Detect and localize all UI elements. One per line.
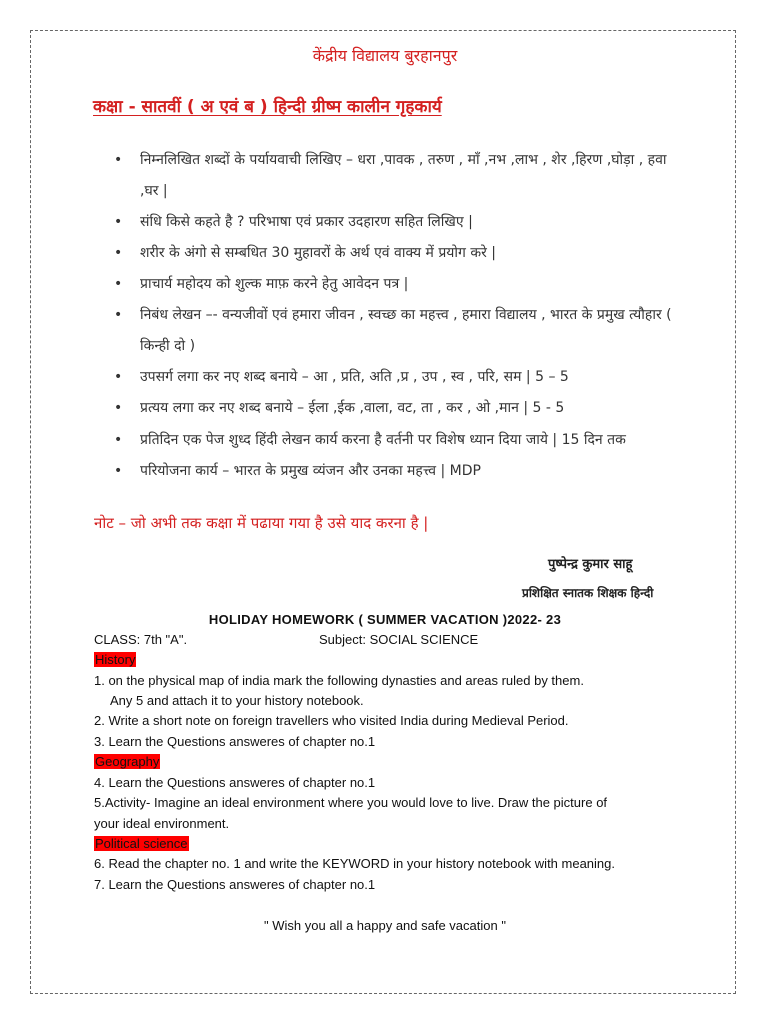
bullet-icon: •	[114, 214, 123, 230]
school-name: केंद्रीय विद्यालय बुरहानपुर	[312, 46, 458, 65]
hindi-homework-heading: कक्षा - सातवीं ( अ एवं ब ) हिन्दी ग्रीष्म कालीन गृहकार्य	[93, 97, 442, 117]
bullet-icon: •	[114, 432, 123, 448]
class-label: CLASS: 7th "A".	[94, 632, 188, 647]
task-4: 4. Learn the Questions answeres of chapter no.1	[94, 775, 376, 790]
section-history: History	[95, 652, 136, 667]
hindi-task-list	[114, 145, 684, 487]
hindi-task-item: • प्रत्यय लगा कर नए शब्द बनाये – ईला ,ईक ,वाला, वट, ता , कर , ओ ,मान | 5 - 5	[114, 393, 684, 424]
closing-message: " Wish you all a happy and safe vacation "	[264, 918, 506, 933]
subject-label: Subject: SOCIAL SCIENCE	[319, 632, 479, 647]
teacher-designation: प्रशिक्षित स्नातक शिक्षक हिन्दी	[522, 586, 654, 600]
hindi-task-item: • उपसर्ग लगा कर नए शब्द बनाये – आ , प्रति, अति ,प्र , उप , स्व , परि, सम | 5 – 5	[114, 362, 684, 393]
bullet-icon: •	[114, 152, 123, 168]
hindi-task-item: • प्राचार्य महोदय को शुल्क माफ़ करने हेतु आवेदन पत्र |	[114, 269, 684, 300]
teacher-name: पुष्पेन्द्र कुमार साहू	[548, 557, 633, 572]
hindi-task-item: • प्रतिदिन एक पेज शुध्द हिंदी लेखन कार्य करना है वर्तनी पर विशेष ध्यान दिया जाये | 15 दिन तक	[114, 424, 684, 456]
hindi-task-item: • निम्नलिखित शब्दों के पर्यायवाची लिखिए – धरा ,पावक , तरुण , माँ ,नभ ,लाभ , शेर ,हिरण ,घोड़ा , हवा ,घर |	[114, 145, 684, 207]
bullet-icon: •	[114, 463, 123, 479]
bullet-icon: •	[114, 245, 123, 261]
task-5-continued: your ideal environment.	[94, 816, 230, 831]
task-2: 2. Write a short note on foreign travellers who visited India during Medieval Period.	[94, 713, 569, 728]
task-1: 1. on the physical map of india mark the following dynasties and areas ruled by them.	[94, 673, 584, 688]
bullet-icon: •	[114, 276, 123, 292]
hindi-task-item: • संधि किसे कहते है ? परिभाषा एवं प्रकार उदहारण सहित लिखिए |	[114, 207, 684, 238]
bullet-icon: •	[114, 369, 123, 385]
section-geography: Geography	[95, 754, 160, 769]
hindi-task-item: • परियोजना कार्य – भारत के प्रमुख व्यंजन और उनका महत्त्व | MDP	[114, 456, 684, 487]
task-3: 3. Learn the Questions answeres of chapter no.1	[94, 734, 376, 749]
task-1-continued: Any 5 and attach it to your history notebook.	[110, 693, 364, 708]
hindi-task-item: • शरीर के अंगो से सम्बधित 30 मुहावरों के अर्थ एवं वाक्य में प्रयोग करे |	[114, 238, 684, 269]
section-political-science: Political science	[95, 836, 188, 851]
task-6: 6. Read the chapter no. 1 and write the KEYWORD in your history notebook with meaning.	[94, 856, 615, 871]
bullet-icon: •	[114, 307, 123, 323]
task-7: 7. Learn the Questions answeres of chapter no.1	[94, 877, 376, 892]
hindi-note: नोट – जो अभी तक कक्षा में पढाया गया है उसे याद करना है |	[94, 514, 429, 532]
hindi-task-item: • निबंध लेखन –- वन्यजीवों एवं हमारा जीवन , स्वच्छ का महत्त्व , हमारा विद्यालय , भारत के प्रमुख त्यौहार ( किन्ही दो )	[114, 300, 684, 362]
bullet-icon: •	[114, 400, 123, 416]
task-5: 5.Activity- Imagine an ideal environment where you would love to live. Draw the picture of	[94, 795, 608, 810]
homework-title: HOLIDAY HOMEWORK ( SUMMER VACATION )2022- 23	[208, 612, 562, 627]
